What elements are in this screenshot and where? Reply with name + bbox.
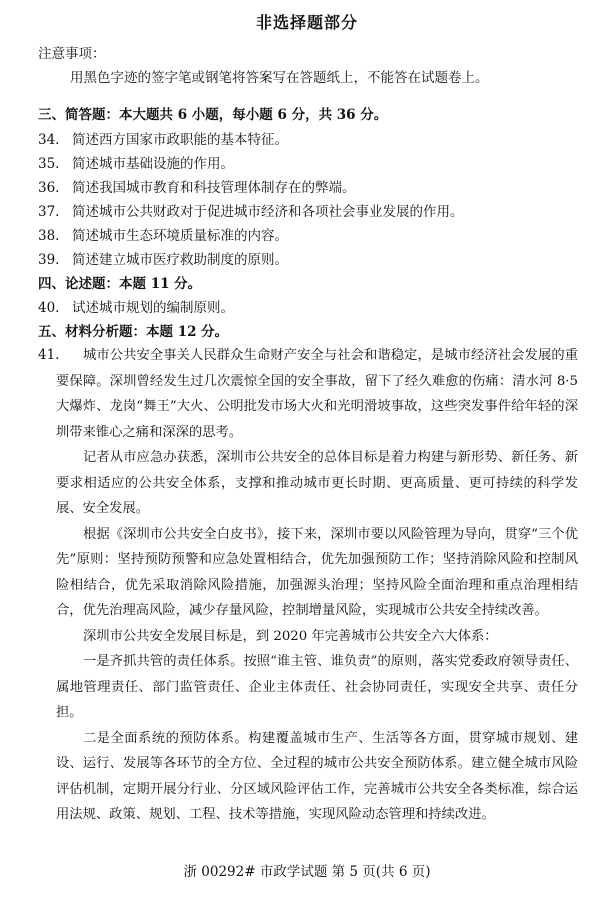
question-number: 37. [38, 204, 60, 220]
material-paragraph: 根据《深圳市公共安全白皮书》，接下来，深圳市要以风险管理为导向，贯穿“三个优先”原则：坚持预防预警和应急处置相结合，优先加强预防工作；坚持消除风险和控制风险相结合，优先采取消除风险措施，加强源头治理；坚持风险全面治理和重点治理相结合，优先治理高风险，减少存量风险，控制增量风险，实现城市公共安全持续改善。 [56, 526, 578, 618]
page-title: 非选择题部分 [255, 13, 358, 32]
notice-text: 用黑色字迹的签字笔或钢笔将答案写在答题纸上，不能答在试题卷上。 [70, 70, 489, 86]
question-36 [38, 179, 598, 197]
material-paragraph: 城市公共安全事关人民群众生命财产安全与社会和谐稳定，是城市经济社会发展的重要保障。深圳曾经发生过几次震惊全国的安全事故，留下了经久难愈的伤痛：清水河 8·5 大爆炸、龙岗“舞王”大火、公明批发市场大火和光明滑坡事故，这些突发事件给年轻的深圳带来锥心之痛和深深的思考。 [56, 348, 578, 440]
question-41-material [56, 343, 578, 828]
question-text: 简述建立城市医疗救助制度的原则。 [72, 252, 288, 268]
question-number: 40. [38, 300, 60, 316]
page-footer: 浙 00292# 市政学试题 第 5 页(共 6 页) [183, 864, 431, 880]
question-text: 简述我国城市教育和科技管理体制存在的弊端。 [72, 180, 356, 196]
question-40 [38, 299, 598, 317]
question-number: 39. [38, 252, 60, 268]
question-39 [38, 251, 598, 269]
section5-heading: 五、材料分析题：本题 12 分。 [38, 324, 229, 340]
question-text: 简述城市生态环境质量标准的内容。 [72, 228, 288, 244]
material-paragraph: 记者从市应急办获悉，深圳市公共安全的总体目标是着力构建与新形势、新任务、新要求相适应的公共安全体系，支撑和推动城市更长时期、更高质量、更可持续的科学发展、安全发展。 [56, 450, 578, 516]
question-35 [38, 155, 598, 173]
question-37 [38, 203, 598, 221]
question-text: 试述城市规划的编制原则。 [72, 300, 234, 316]
question-41-number: 41. [38, 347, 60, 363]
material-paragraph: 二是全面系统的预防体系。构建覆盖城市生产、生活等各方面，贯穿城市规划、建设、运行、发展等各环节的全方位、全过程的城市公共安全预防体系。建立健全城市风险评估机制，定期开展分行业、分区域风险评估工作，完善城市公共安全各类标准，综合运用法规、政策、规划、工程、技术等措施，实现风险动态管理和持续改进。 [56, 730, 578, 822]
material-paragraph: 一是齐抓共管的责任体系。按照“谁主管、谁负责”的原则，落实党委政府领导责任、属地管理责任、部门监管责任、企业主体责任、社会协同责任，实现安全共享、责任分担。 [56, 654, 578, 720]
material-paragraph: 深圳市公共安全发展目标是，到 2020 年完善城市公共安全六大体系： [83, 628, 498, 644]
question-38 [38, 227, 598, 245]
section3-heading: 三、简答题：本大题共 6 小题，每小题 6 分，共 36 分。 [38, 107, 388, 123]
question-text: 简述西方国家市政职能的基本特征。 [72, 132, 288, 148]
question-number: 35. [38, 156, 60, 172]
notice-heading: 注意事项： [38, 46, 106, 62]
question-number: 36. [38, 180, 60, 196]
question-number: 34. [38, 132, 60, 148]
question-34 [38, 131, 598, 149]
question-text: 简述城市基础设施的作用。 [72, 156, 234, 172]
question-number: 38. [38, 228, 60, 244]
section4-heading: 四、论述题：本题 11 分。 [38, 276, 202, 292]
question-text: 简述城市公共财政对于促进城市经济和各项社会事业发展的作用。 [72, 204, 464, 220]
